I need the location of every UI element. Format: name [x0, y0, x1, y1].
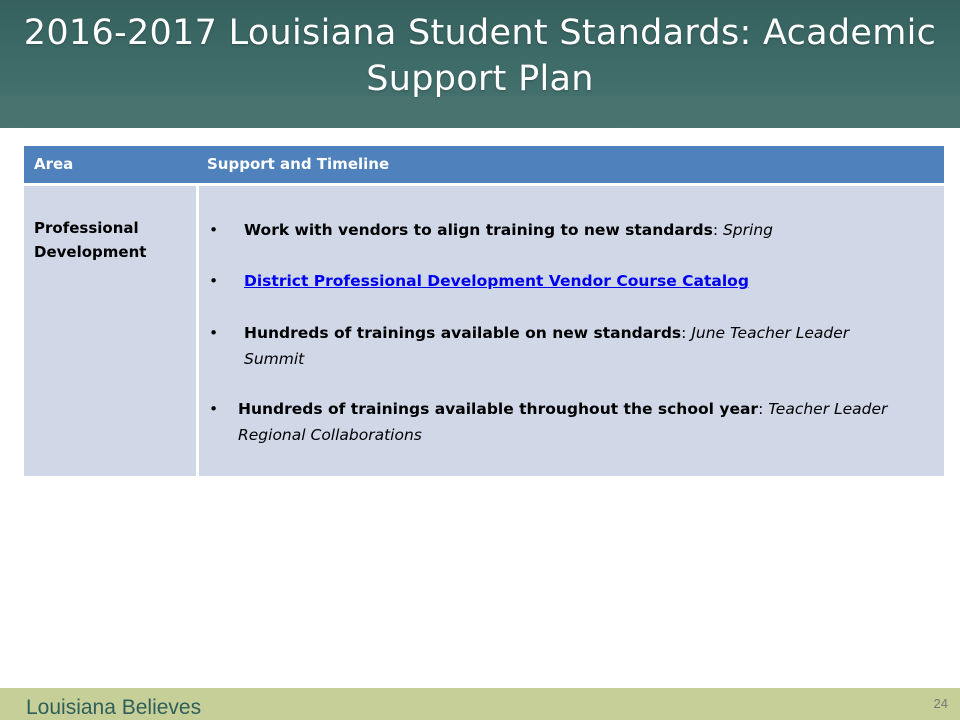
- table-row: [24, 186, 944, 476]
- brand-name: Louisiana Believes: [26, 696, 202, 719]
- bullet-bold-text: Hundreds of trainings available on new standards: [244, 324, 682, 342]
- title-line-2: Support Plan: [366, 59, 594, 99]
- bullet-separator: :: [712, 221, 723, 239]
- page-number: 24: [933, 696, 948, 711]
- bullet-bold-text: Hundreds of trainings available throughout the school year: [238, 400, 759, 418]
- bullet-separator: :: [758, 400, 769, 418]
- bullet-italic-text: Teacher Leader Regional Collaborations: [238, 400, 888, 444]
- page-title: [20, 10, 940, 102]
- bullet-italic-text: Spring: [722, 221, 773, 239]
- bullet-icon: •: [209, 400, 219, 418]
- bullet-icon: •: [209, 324, 219, 342]
- bullet-bold-text: Work with vendors to align training to new standards: [244, 221, 713, 239]
- bullet-italic-text: June Teacher Leader Summit: [244, 324, 850, 368]
- table-header-row: [24, 146, 944, 183]
- area-cell: [24, 186, 196, 476]
- footer-bar: [0, 688, 960, 720]
- bullet-icon: •: [209, 272, 219, 290]
- title-line-1: 2016-2017 Louisiana Student Standards: Academic: [23, 13, 937, 53]
- bullet-separator: :: [681, 324, 692, 342]
- column-header-support: Support and Timeline: [207, 155, 390, 173]
- vendor-catalog-link[interactable]: District Professional Development Vendor Course Catalog: [244, 272, 749, 290]
- support-cell: [199, 186, 944, 476]
- area-label: Professional Development: [34, 219, 147, 261]
- column-header-area: Area: [34, 155, 74, 173]
- support-plan-table: [24, 146, 944, 476]
- chalkboard-header: [0, 0, 960, 128]
- bullet-icon: •: [209, 221, 219, 239]
